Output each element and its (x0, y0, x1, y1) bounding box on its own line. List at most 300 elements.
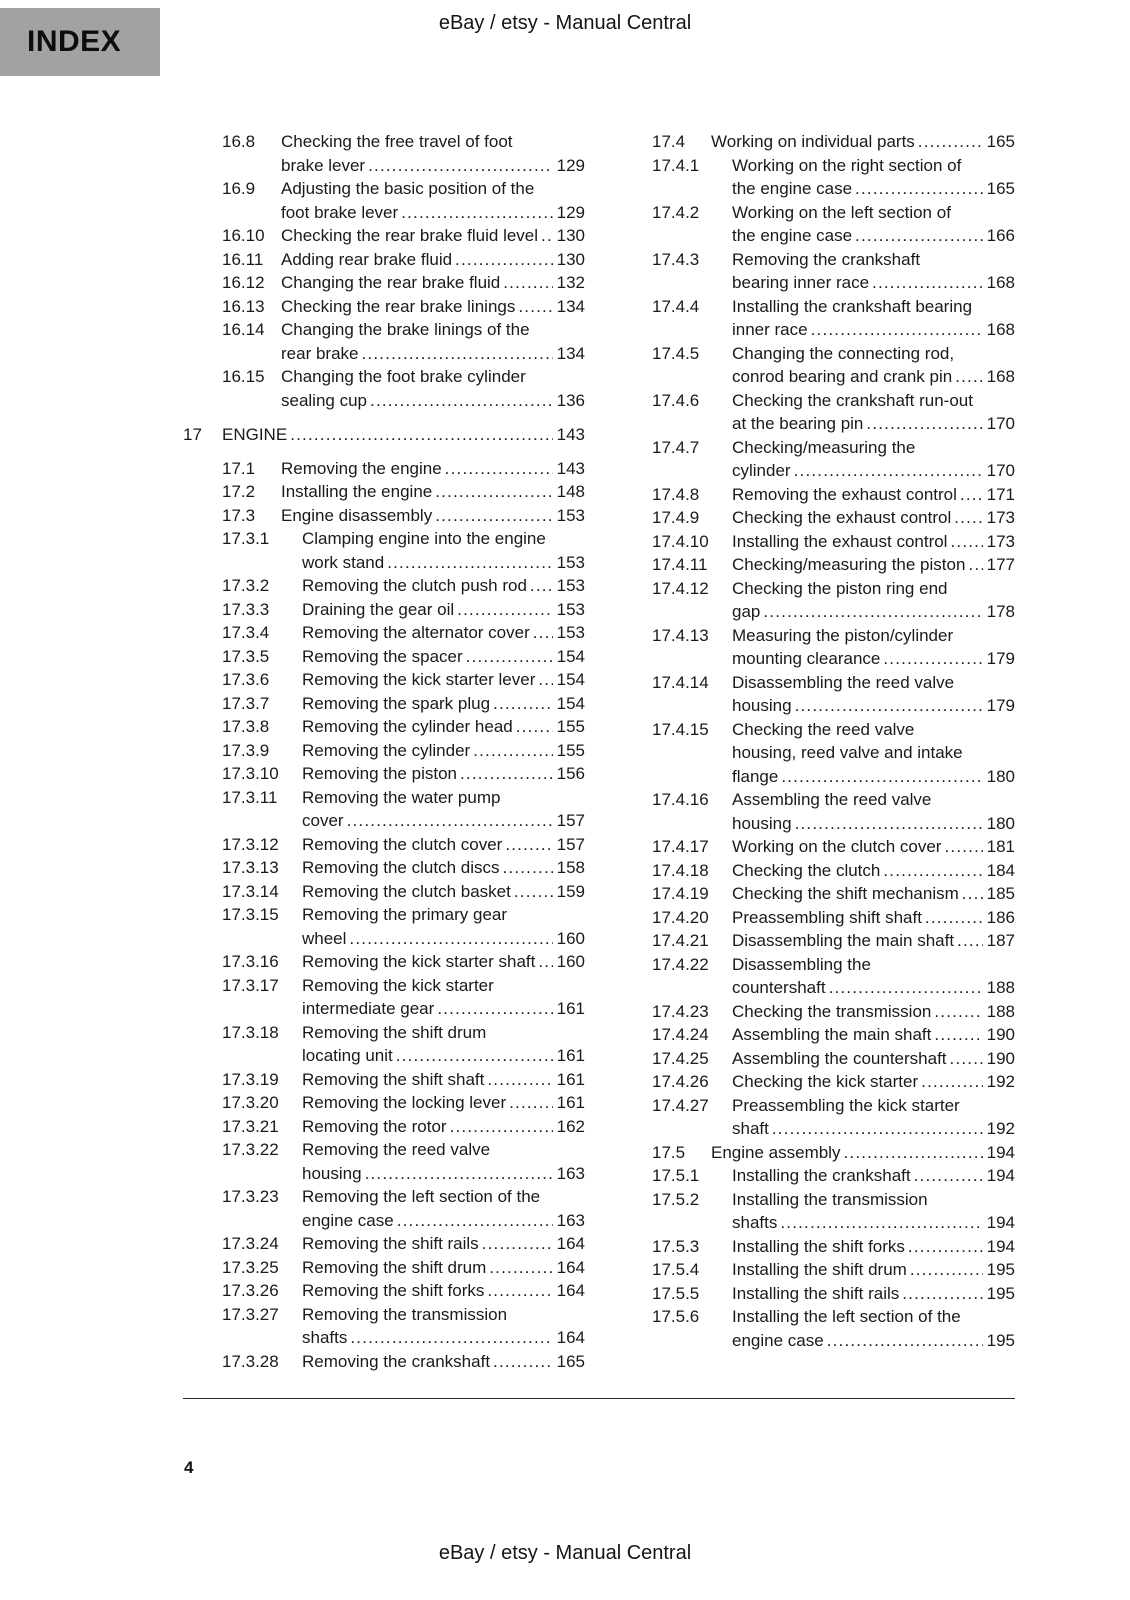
toc-entry-number: 17.3.12 (222, 834, 279, 854)
toc-entry-number: 17.3.28 (222, 1351, 279, 1371)
toc-entry-text: bearing inner race (732, 273, 870, 292)
toc-entry-title (302, 574, 585, 598)
dot-leader (502, 856, 552, 880)
toc-entry-title (732, 530, 1015, 554)
toc-entry-title (732, 953, 1015, 1000)
toc-entry-number: 17.4.4 (652, 296, 700, 316)
dot-leader (872, 271, 983, 295)
dot-leader (530, 574, 553, 598)
toc-page-ref: 158 (556, 858, 585, 877)
toc-page-ref: 159 (556, 881, 585, 901)
toc-entry-title (732, 671, 1015, 718)
toc-page-ref: 179 (986, 649, 1015, 668)
toc-page-ref: 170 (986, 414, 1015, 433)
dot-leader (968, 553, 982, 577)
toc-entry-text: the engine case (732, 179, 853, 198)
toc-entry-text: wheel (302, 928, 347, 948)
toc-page-ref: 129 (556, 202, 585, 222)
toc-entry-line (732, 765, 1015, 789)
toc-entry-text: Working on individual parts (711, 132, 915, 151)
toc-entry-title (732, 1000, 1015, 1024)
toc-entry (613, 342, 1015, 389)
toc-entry-title (732, 295, 1015, 342)
toc-entry-number: 17.4.27 (652, 1095, 709, 1115)
toc-page-ref: 180 (986, 813, 1015, 833)
toc-entry (613, 1258, 1015, 1282)
dot-leader (843, 1141, 982, 1165)
toc-entry-title (302, 1256, 585, 1280)
toc-entry (613, 624, 1015, 671)
toc-entry-line (302, 1091, 585, 1115)
toc-entry-line (302, 1232, 585, 1256)
toc-entry-title (281, 504, 585, 528)
toc-entry-line: Changing the foot brake cylinder (281, 367, 526, 386)
toc-entry-text: Removing the shift drum (302, 1257, 487, 1277)
toc-entry-text: cover (302, 811, 344, 830)
toc-entry-number: 17.3.26 (222, 1281, 279, 1300)
dot-leader (914, 1164, 983, 1188)
toc-entry-line (281, 224, 585, 248)
toc-entry (183, 574, 585, 598)
toc-entry-line (732, 1000, 1015, 1024)
toc-entry (613, 483, 1015, 507)
dot-leader (772, 1117, 983, 1141)
toc-entry (613, 882, 1015, 906)
toc-entry (613, 718, 1015, 789)
toc-entry-number: 17.4.9 (652, 508, 700, 527)
toc-page-ref: 179 (986, 696, 1015, 715)
toc-entry-number: 17.3.25 (222, 1257, 279, 1277)
toc-entry (183, 318, 585, 365)
toc-entry-text: Installing the shift rails (732, 1283, 900, 1303)
toc-entry-number: 17.4.19 (652, 884, 709, 903)
toc-entry-text: Removing the cylinder head (302, 717, 513, 736)
toc-entry (183, 1091, 585, 1115)
toc-entry-title (281, 177, 585, 224)
toc-entry-title (732, 788, 1015, 835)
toc-entry-text: Installing the engine (281, 482, 433, 501)
toc-entry-title (732, 718, 1015, 789)
toc-entry-line (302, 809, 585, 833)
toc-entry-text: shafts (302, 1328, 348, 1347)
dot-leader (954, 506, 982, 530)
toc-entry-text: Removing the exhaust control (732, 484, 957, 504)
toc-page-ref: 153 (556, 552, 585, 572)
toc-entry-number: 16.8 (222, 132, 256, 151)
toc-entry-text: mounting clearance (732, 649, 881, 668)
toc-entry-text: Working on the clutch cover (732, 837, 942, 856)
toc-entry (613, 671, 1015, 718)
toc-entry (183, 1279, 585, 1303)
toc-page-ref: 154 (556, 646, 585, 666)
toc-entry-number: 17.1 (222, 458, 256, 478)
toc-entry-text: Engine assembly (711, 1142, 841, 1162)
toc-entry-number: 17.4.7 (652, 437, 700, 457)
toc-entry-line: Checking the piston ring end (732, 578, 948, 598)
toc-entry-line (732, 459, 1015, 483)
toc-entry-text: ENGINE (222, 425, 288, 444)
toc-entry-title (302, 621, 585, 645)
toc-entry-number: 17.3.5 (222, 646, 270, 666)
toc-entry-line: Changing the brake linings of the (281, 320, 530, 339)
toc-entry-number: 17.3.20 (222, 1093, 279, 1112)
toc-entry (613, 953, 1015, 1000)
toc-entry-line (302, 1279, 585, 1303)
toc-entry-title (732, 436, 1015, 483)
dot-leader (795, 694, 983, 718)
toc-page-ref: 161 (556, 999, 585, 1018)
toc-entry-number: 17.4.10 (652, 531, 709, 551)
toc-entry (613, 1188, 1015, 1235)
toc-entry-number: 17.3.10 (222, 764, 279, 783)
toc-entry-number: 17.4.25 (652, 1048, 709, 1068)
dot-leader (538, 950, 552, 974)
toc-page-ref: 163 (556, 1163, 585, 1183)
dot-leader (505, 833, 552, 857)
toc-entry-number: 17.4.22 (652, 954, 709, 974)
toc-entry (613, 201, 1015, 248)
toc-page-ref: 173 (986, 531, 1015, 551)
toc-entry-number: 17.5 (652, 1142, 686, 1162)
toc-entry-title (732, 882, 1015, 906)
toc-entry-number: 17.3.9 (222, 740, 270, 760)
toc-entry-line (302, 715, 585, 739)
toc-entry-text: shafts (732, 1213, 778, 1232)
toc-entry-text: conrod bearing and crank pin (732, 367, 953, 386)
dot-leader (934, 1000, 982, 1024)
dot-leader (455, 248, 553, 272)
dot-leader (482, 1232, 553, 1256)
toc-entry (183, 1138, 585, 1185)
toc-entry (183, 1115, 585, 1139)
toc-entry (183, 248, 585, 272)
toc-entry-line (732, 412, 1015, 436)
toc-page-ref: 195 (986, 1260, 1015, 1279)
toc-entry-line (302, 692, 585, 716)
toc-entry (613, 154, 1015, 201)
toc-entry-title (302, 1138, 585, 1185)
toc-page-ref: 195 (986, 1283, 1015, 1303)
dot-leader (493, 1350, 553, 1374)
toc-entry-title (302, 1091, 585, 1115)
toc-page-ref: 155 (556, 740, 585, 760)
toc-entry-line (732, 647, 1015, 671)
toc-entry-number: 17.3 (222, 505, 256, 525)
toc-entry-text: engine case (732, 1330, 824, 1350)
toc-entry-line: Removing the left section of the (302, 1187, 541, 1206)
toc-entry-line: Preassembling the kick starter (732, 1095, 960, 1115)
toc-entry (183, 668, 585, 692)
toc-entry-text: housing (732, 696, 792, 715)
toc-entry-number: 16.10 (222, 226, 265, 245)
dot-leader (493, 692, 553, 716)
toc-entry-line (281, 248, 585, 272)
toc-entry-title (281, 365, 585, 412)
dot-leader (780, 1211, 982, 1235)
toc-entry-line (732, 177, 1015, 201)
toc-entry (613, 389, 1015, 436)
toc-entry-line: Measuring the piston/cylinder (732, 625, 954, 645)
toc-entry-line (732, 812, 1015, 836)
toc-page-ref: 187 (986, 931, 1015, 950)
toc-page-ref: 130 (556, 226, 585, 245)
toc-entry-number: 17.3.11 (222, 787, 278, 807)
toc-entry-number: 17.3.1 (222, 529, 270, 548)
toc-page-ref: 154 (556, 670, 585, 689)
toc-entry-number: 17.4.3 (652, 249, 700, 269)
toc-entry-text: Installing the crankshaft (732, 1166, 911, 1185)
toc-entry (183, 903, 585, 950)
dot-leader (944, 835, 982, 859)
toc-entry-number: 17.5.2 (652, 1189, 700, 1209)
toc-entry (183, 130, 585, 177)
toc-entry (183, 1021, 585, 1068)
toc-entry-text: Draining the gear oil (302, 599, 455, 619)
toc-page-ref: 168 (986, 273, 1015, 292)
toc-entry-line (732, 906, 1015, 930)
toc-entry-text: Removing the clutch push rod (302, 576, 527, 595)
toc-entry (183, 271, 585, 295)
dot-leader (397, 1209, 553, 1233)
toc-entry-line: Adjusting the basic position of the (281, 179, 535, 198)
toc-entry-title (732, 1282, 1015, 1306)
dot-leader (487, 1279, 552, 1303)
dot-leader (827, 1329, 983, 1353)
toc-entry (183, 833, 585, 857)
toc-page-ref: 153 (556, 505, 585, 525)
dot-leader (365, 1162, 553, 1186)
toc-page-ref: 170 (986, 461, 1015, 480)
toc-entry (613, 835, 1015, 859)
toc-page-ref: 161 (556, 1069, 585, 1089)
toc-entry-number: 17.3.2 (222, 576, 270, 595)
dot-leader (387, 551, 552, 575)
toc-entry-line: Disassembling the reed valve (732, 672, 955, 692)
toc-entry-text: countershaft (732, 978, 826, 997)
toc-entry-line (281, 480, 585, 504)
toc-entry-number: 17.3.3 (222, 599, 270, 619)
toc-entry-line: housing, reed valve and intake (732, 743, 963, 762)
toc-page-ref: 156 (556, 764, 585, 783)
toc-page-ref: 136 (556, 390, 585, 410)
toc-page-ref: 153 (556, 599, 585, 619)
toc-entry-line (732, 1329, 1015, 1353)
toc-page-ref: 163 (556, 1210, 585, 1230)
toc-entry-number: 17.4.23 (652, 1001, 709, 1021)
dot-leader (361, 342, 552, 366)
toc-entry-line (281, 504, 585, 528)
toc-page-ref: 194 (986, 1166, 1015, 1185)
toc-entry-line (732, 1164, 1015, 1188)
toc-entry-title (732, 1188, 1015, 1235)
toc-entry-title (302, 880, 585, 904)
dot-leader (514, 880, 553, 904)
toc-entry-line: Removing the water pump (302, 787, 501, 807)
toc-entry-line (302, 1068, 585, 1092)
toc-page-ref: 157 (556, 811, 585, 830)
toc-entry-line (732, 506, 1015, 530)
toc-page-ref: 190 (986, 1025, 1015, 1044)
toc-entry-title (732, 577, 1015, 624)
toc-entry-title (302, 1185, 585, 1232)
toc-entry-text: Checking the kick starter (732, 1072, 919, 1091)
dot-leader (781, 765, 982, 789)
toc-entry-title (302, 950, 585, 974)
dot-leader (934, 1023, 982, 1047)
toc-entry-text: Checking the clutch (732, 860, 881, 880)
toc-entry-number: 17.4.2 (652, 202, 700, 222)
toc-entry-number: 17.4.8 (652, 484, 700, 504)
dot-leader (883, 859, 982, 883)
dot-leader (957, 929, 983, 953)
toc-entry-line: Working on the right section of (732, 155, 962, 175)
toc-page-ref: 192 (986, 1119, 1015, 1138)
dot-leader (883, 647, 982, 671)
toc-entry-title (302, 1279, 585, 1303)
toc-entry (613, 1141, 1015, 1165)
dot-leader (855, 224, 983, 248)
toc-entry-line: Disassembling the (732, 954, 871, 974)
toc-entry-title (281, 318, 585, 365)
toc-page-ref: 194 (986, 1213, 1015, 1232)
toc-entry-line (302, 1256, 585, 1280)
toc-entry-text: Removing the spark plug (302, 693, 491, 713)
toc-entry (183, 224, 585, 248)
toc-entry-number: 17.5.1 (652, 1166, 700, 1185)
toc-page-ref: 171 (986, 484, 1015, 504)
toc-entry-title (302, 856, 585, 880)
toc-entry-line: Checking the reed valve (732, 719, 915, 739)
dot-leader (538, 668, 552, 692)
toc-entry-line (302, 997, 585, 1021)
toc-entry-number: 17.5.6 (652, 1307, 700, 1326)
toc-entry-text: Checking the transmission (732, 1001, 932, 1021)
toc-entry-title (732, 835, 1015, 859)
toc-entry-line (732, 1282, 1015, 1306)
toc-entry-number: 16.11 (222, 249, 264, 269)
toc-entry-number: 17.3.22 (222, 1140, 279, 1159)
dot-leader (503, 271, 552, 295)
toc-entry (183, 974, 585, 1021)
toc-entry-title (302, 1303, 585, 1350)
toc-page-ref: 186 (986, 907, 1015, 927)
toc-entry-line (732, 929, 1015, 953)
toc-entry-line (302, 927, 585, 951)
toc-entry-text: Removing the shift forks (302, 1281, 485, 1300)
toc-page-ref: 185 (986, 884, 1015, 903)
dot-leader (487, 1068, 552, 1092)
toc-entry-line (222, 423, 585, 447)
toc-entry-title (711, 1141, 1015, 1165)
toc-entry-title (302, 1350, 585, 1374)
toc-entry-line: Removing the crankshaft (732, 249, 921, 269)
toc-entry-line (711, 130, 1015, 154)
dot-leader (401, 201, 552, 225)
toc-entry-line (302, 1209, 585, 1233)
toc-entry-text: foot brake lever (281, 202, 399, 222)
toc-entry-line (302, 574, 585, 598)
toc-entry-number: 17.3.8 (222, 717, 270, 736)
header-title: eBay / etsy - Manual Central (438, 12, 692, 34)
toc-entry-number: 16.14 (222, 320, 265, 339)
toc-entry-line: Installing the transmission (732, 1189, 928, 1209)
dot-leader (811, 318, 983, 342)
toc-entry-line: Changing the connecting rod, (732, 343, 955, 363)
toc-entry-line (732, 600, 1015, 624)
dot-leader (950, 530, 982, 554)
toc-page-ref: 134 (556, 296, 585, 316)
toc-entry-number: 16.15 (222, 367, 265, 386)
toc-entry-title (281, 271, 585, 295)
toc-entry (183, 423, 585, 447)
toc-page-ref: 164 (556, 1328, 585, 1347)
toc-entry (613, 1282, 1015, 1306)
toc-entry-title (732, 624, 1015, 671)
toc-entry-title (732, 201, 1015, 248)
toc-entry-text: Engine disassembly (281, 505, 433, 525)
toc-entry-line (732, 1117, 1015, 1141)
toc-entry-title (302, 645, 585, 669)
dot-leader (450, 1115, 553, 1139)
toc-entry-line: Checking the crankshaft run-out (732, 390, 973, 410)
toc-entry-title (281, 457, 585, 481)
toc-entry-text: flange (732, 766, 779, 786)
toc-page-ref: 166 (986, 226, 1015, 245)
toc-entry-line (281, 295, 585, 319)
toc-entry-text: gap (732, 602, 761, 621)
toc-entry-line (302, 645, 585, 669)
toc-entry (183, 715, 585, 739)
toc-entry-text: engine case (302, 1210, 394, 1230)
toc-entry-title (732, 859, 1015, 883)
toc-entry-number: 17.3.24 (222, 1234, 279, 1253)
toc-page-ref: 188 (986, 1001, 1015, 1021)
toc-entry-number: 17.4.17 (652, 837, 709, 856)
toc-page-ref: 162 (556, 1116, 585, 1136)
toc-entry-line: Removing the transmission (302, 1304, 508, 1324)
toc-entry-text: Installing the exhaust control (732, 531, 948, 551)
toc-entry-text: Removing the clutch cover (302, 834, 503, 854)
toc-entry-text: Removing the kick starter shaft (302, 952, 536, 971)
toc-page-ref: 184 (986, 860, 1015, 880)
toc-entry-number: 17.3.18 (222, 1022, 279, 1042)
toc-entry-text: Removing the engine (281, 458, 442, 478)
toc-entry-title (732, 1305, 1015, 1352)
toc-column-right (613, 130, 1015, 1373)
toc-entry-title (732, 1070, 1015, 1094)
dot-leader (437, 997, 552, 1021)
toc-entry-number: 17.3.15 (222, 905, 279, 924)
toc-entry (613, 506, 1015, 530)
toc-entry-text: Removing the locking lever (302, 1093, 507, 1112)
toc-entry-text: Removing the crankshaft (302, 1351, 491, 1371)
toc-entry-line (732, 318, 1015, 342)
toc-entry (183, 645, 585, 669)
toc-entry (613, 1094, 1015, 1141)
toc-page-ref: 143 (556, 425, 585, 444)
toc-entry-number: 17.3.27 (222, 1304, 279, 1324)
toc-page-ref: 194 (986, 1236, 1015, 1256)
toc-entry-line (302, 1115, 585, 1139)
toc-page-ref: 129 (556, 155, 585, 175)
toc-entry-line: Checking the free travel of foot (281, 132, 513, 151)
toc-page-ref: 164 (556, 1281, 585, 1300)
toc-entry-title (302, 739, 585, 763)
toc-entry (613, 859, 1015, 883)
toc-entry-text: Installing the shift drum (732, 1260, 907, 1279)
toc-entry-title (302, 527, 585, 574)
toc-page-ref: 180 (986, 766, 1015, 786)
